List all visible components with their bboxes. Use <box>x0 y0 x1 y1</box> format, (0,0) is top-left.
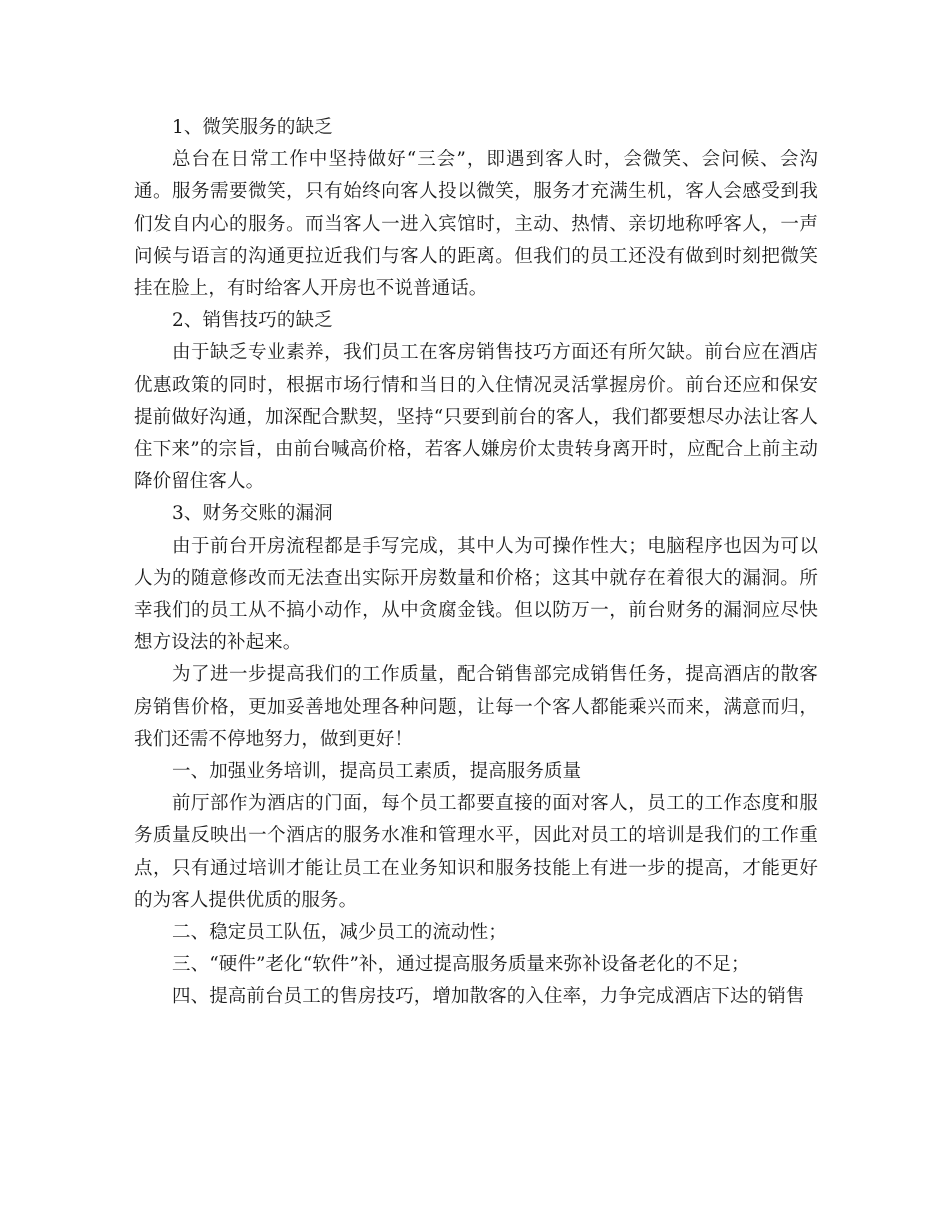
paragraph-finance-loophole: 由于前台开房流程都是手写完成，其中人为可操作性大；电脑程序也因为可以人为的随意修改而无法查出实际开房数量和价格；这其中就存在着很大的漏洞。所幸我们的员工从不搞小动作，从中贪腐金钱。但以防万一，前台财务的漏洞应尽快想方设法的补起来。 <box>134 535 818 654</box>
item-hardware-software: 三、“硬件”老化“软件”补，通过提高服务质量来弥补设备老化的不足； <box>172 954 750 976</box>
heading-smile-service: 1、微笑服务的缺乏 <box>172 117 333 138</box>
paragraph-sales-skills: 由于缺乏专业素养，我们员工在客房销售技巧方面还有所欠缺。前台应在酒店优惠政策的同时，根据市场行情和当日的入住情况灵活掌握房价。前台还应和保安提前做好沟通，加深配合默契，坚持“只要到前台的客人，我们都要想尽办法让客人住下来”的宗旨，由前台喊高价格，若客人嫌房价太贵转身离开时，应配合上前主动降价留住客人。 <box>134 342 818 493</box>
document-body <box>134 112 818 1014</box>
paragraph-improvement-goal: 为了进一步提高我们的工作质量，配合销售部完成销售任务，提高酒店的散客房销售价格，更加妥善地处理各种问题，让每一个客人都能乘兴而来，满意而归，我们还需不停地努力，做到更好！ <box>134 664 818 750</box>
item-sales-skills: 四、提高前台员工的售房技巧，增加散客的入住率，力争完成酒店下达的销售 <box>172 986 805 1008</box>
heading-sales-skills: 2、销售技巧的缺乏 <box>172 310 333 332</box>
item-stabilize-staff: 二、稳定员工队伍，减少员工的流动性； <box>172 922 507 944</box>
paragraph-training: 前厅部作为酒店的门面，每个员工都要直接的面对客人，员工的工作态度和服务质量反映出一个酒店的服务水准和管理水平，因此对员工的培训是我们的工作重点，只有通过培训才能让员工在业务知识和服务技能上有进一步的提高，才能更好的为客人提供优质的服务。 <box>134 793 818 911</box>
paragraph-smile-service: 总台在日常工作中坚持做好“三会”，即遇到客人时，会微笑、会问候、会沟通。服务需要微笑，只有始终向客人投以微笑，服务才充满生机，客人会感受到我们发自内心的服务。而当客人一进入宾馆时，主动、热情、亲切地称呼客人，一声问候与语言的沟通更拉近我们与客人的距离。但我们的员工还没有做到时刻把微笑挂在脸上，有时给客人开房也不说普通话。 <box>134 149 818 300</box>
heading-finance-loophole: 3、财务交账的漏洞 <box>172 503 333 525</box>
heading-training: 一、加强业务培训，提高员工素质，提高服务质量 <box>172 761 582 783</box>
